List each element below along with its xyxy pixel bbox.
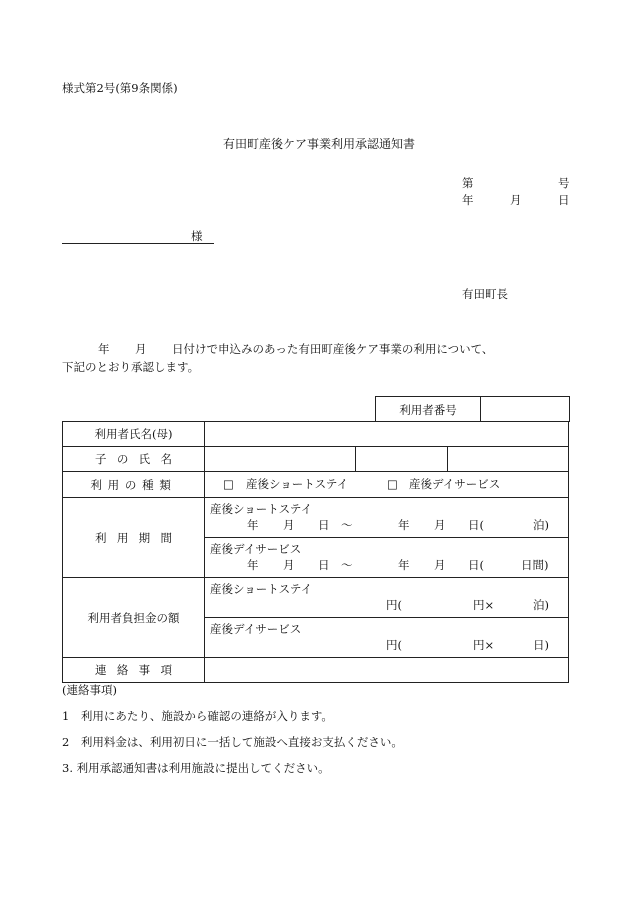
date-year: 年 (462, 193, 474, 207)
ss-nights-close: 泊) (533, 518, 549, 532)
issuer: 有田町長 (462, 287, 508, 301)
ds-end-day-open: 日( (468, 558, 484, 572)
row-period-short-stay (63, 498, 569, 538)
ds-start-month: 月 (283, 558, 295, 572)
period-short-stay-cell[interactable] (205, 498, 569, 538)
date-day: 日 (558, 193, 570, 207)
row-mother-name (63, 422, 569, 447)
document-title: 有田町産後ケア事業利用承認通知書 (223, 137, 416, 151)
body-month: 月 (135, 342, 147, 356)
body-text-line1: 日付けで申込みのあった有田町産後ケア事業の利用について、 (172, 342, 494, 356)
cs-yen-times: 円× (473, 598, 495, 612)
usage-type-label: 利用の種類 (63, 472, 205, 498)
recipient-underline (62, 243, 214, 244)
cs-yen-open: 円( (386, 598, 402, 612)
child-name-field-1[interactable] (205, 447, 356, 472)
body-year: 年 (98, 342, 110, 356)
approval-table (62, 421, 569, 683)
period-short-stay-title: 産後ショートステイ (210, 502, 313, 516)
period-day-service-title: 産後デイサービス (210, 542, 302, 556)
mother-name-field[interactable] (205, 422, 569, 447)
ss-start-month: 月 (283, 518, 295, 532)
contact-label: 連絡事項 (63, 658, 205, 683)
ss-end-day-open: 日( (468, 518, 484, 532)
cost-day-service-title: 産後デイサービス (210, 622, 302, 636)
date-month: 月 (510, 193, 522, 207)
row-cost-short-stay (63, 578, 569, 618)
row-child-name (63, 447, 569, 472)
row-contact (63, 658, 569, 683)
note-3: 3. 利用承認通知書は利用施設に提出してください。 (62, 761, 330, 775)
ss-end-month: 月 (434, 518, 446, 532)
ds-days-close: 日間) (521, 558, 549, 572)
ds-end-year: 年 (398, 558, 410, 572)
row-usage-type (63, 472, 569, 498)
recipient-suffix: 様 (191, 229, 203, 243)
cost-short-stay-title: 産後ショートステイ (210, 582, 313, 596)
cd-yen-open: 円( (386, 638, 402, 652)
usage-type-options (205, 472, 569, 498)
doc-number-prefix: 第 (462, 176, 474, 190)
period-label: 利用期間 (63, 498, 205, 578)
ds-tilde: ～ (341, 558, 353, 572)
ss-tilde: ～ (341, 518, 353, 532)
notes-heading: (連絡事項) (62, 683, 117, 697)
cost-label: 利用者負担金の額 (63, 578, 205, 658)
day-service-option-label: 産後デイサービス (409, 477, 501, 491)
note-1: 1 利用にあたり、施設から確認の連絡が入ります。 (62, 709, 333, 723)
note-2: 2 利用料金は、利用初日に一括して施設へ直接お支払ください。 (62, 735, 403, 749)
child-name-label: 子の氏名 (63, 447, 205, 472)
doc-number-suffix: 号 (558, 176, 570, 190)
user-number-label: 利用者番号 (376, 397, 481, 422)
short-stay-checkbox[interactable]: □ (223, 477, 234, 491)
ds-start-day: 日 (318, 558, 330, 572)
day-service-checkbox[interactable]: □ (387, 477, 398, 491)
child-name-field-3[interactable] (448, 447, 569, 472)
user-number-field[interactable] (481, 397, 569, 422)
cost-short-stay-cell[interactable] (205, 578, 569, 618)
child-name-field-2[interactable] (356, 447, 448, 472)
ds-end-month: 月 (434, 558, 446, 572)
ss-start-year: 年 (247, 518, 259, 532)
body-text-line2: 下記のとおり承認します。 (62, 360, 200, 374)
contact-field[interactable] (205, 658, 569, 683)
mother-name-label: 利用者氏名(母) (63, 422, 205, 447)
cd-yen-times: 円× (473, 638, 495, 652)
cs-nights-close: 泊) (533, 598, 549, 612)
cd-days-close: 日) (533, 638, 549, 652)
period-day-service-cell[interactable] (205, 538, 569, 578)
user-number-box (375, 396, 570, 422)
form-code: 様式第2号(第9条関係) (62, 81, 178, 95)
ss-start-day: 日 (318, 518, 330, 532)
cost-day-service-cell[interactable] (205, 618, 569, 658)
ds-start-year: 年 (247, 558, 259, 572)
short-stay-option-label: 産後ショートステイ (246, 477, 349, 491)
ss-end-year: 年 (398, 518, 410, 532)
